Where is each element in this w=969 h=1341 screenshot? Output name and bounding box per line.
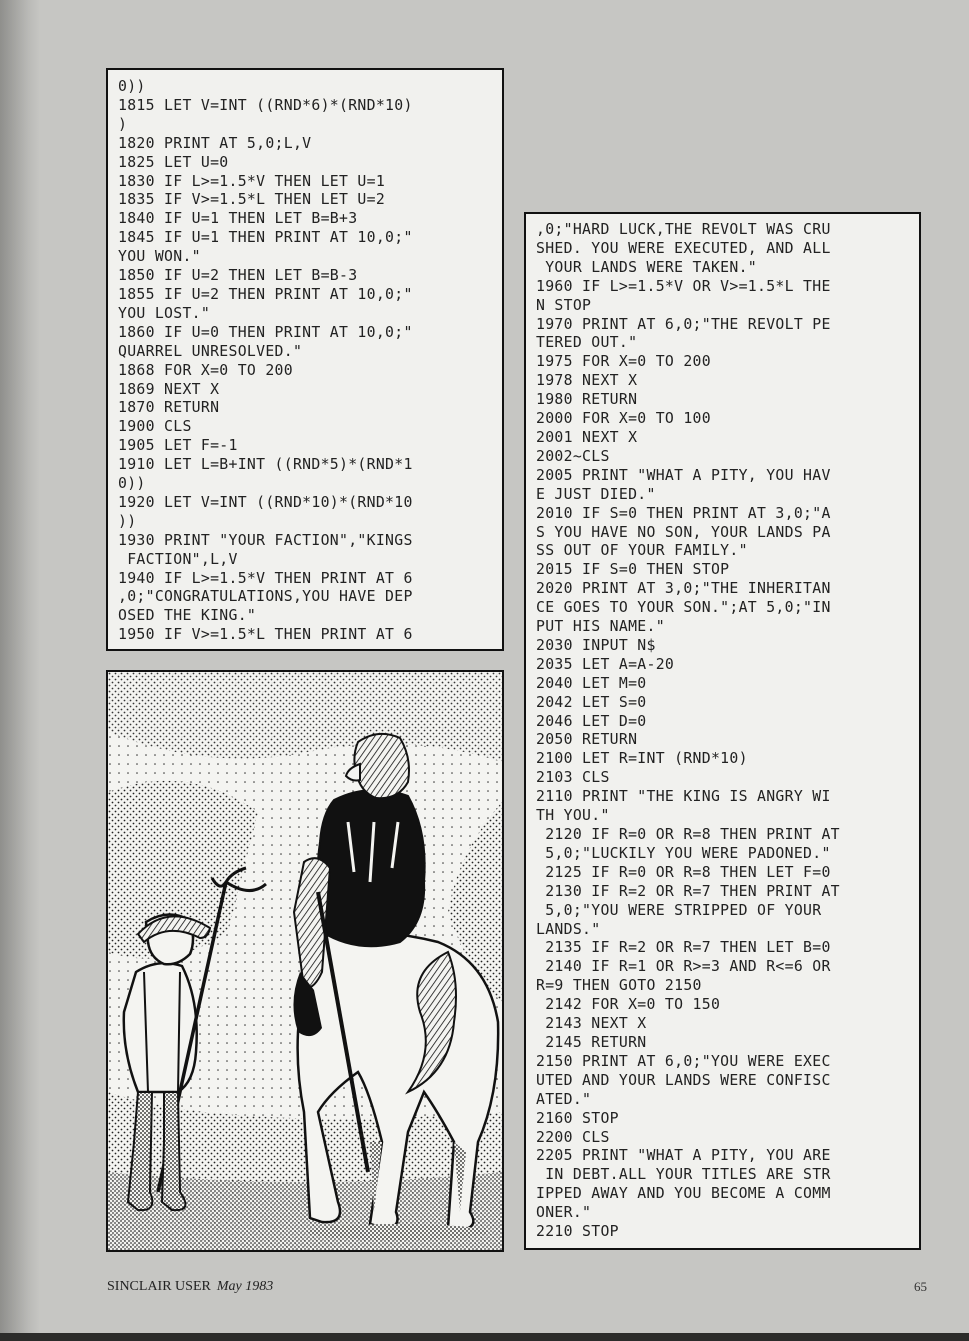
code-block-left <box>108 70 502 645</box>
code-line: 1840 IF U=1 THEN LET B=B+3 <box>118 210 358 228</box>
issue-date: May 1983 <box>216 1279 274 1294</box>
code-line: CE GOES TO YOUR SON.";AT 5,0;"IN <box>536 599 831 617</box>
code-line: 2050 RETURN <box>536 731 638 749</box>
code-line: 1930 PRINT "YOUR FACTION","KINGS <box>118 531 413 549</box>
code-line: YOU WON." <box>118 248 201 266</box>
code-line: 2035 LET A=A-20 <box>536 655 675 673</box>
code-line: 2030 INPUT N$ <box>536 636 656 654</box>
code-line: 1910 LET L=B+INT ((RND*5)*(RND*1 <box>118 456 413 474</box>
code-line: 2205 PRINT "WHAT A PITY, YOU ARE <box>536 1147 831 1165</box>
code-line: 2135 IF R=2 OR R=7 THEN LET B=0 <box>536 939 831 957</box>
code-line: 2002~CLS <box>536 447 610 465</box>
code-line: 1940 IF L>=1.5*V THEN PRINT AT 6 <box>118 569 413 587</box>
code-line: 1825 LET U=0 <box>118 153 229 171</box>
code-line: YOU LOST." <box>118 304 211 322</box>
code-line: 5,0;"LUCKILY YOU WERE PADONED." <box>536 844 831 862</box>
code-block-right <box>526 214 919 1242</box>
code-line: 2042 LET S=0 <box>536 693 647 711</box>
code-line: TERED OUT." <box>536 334 638 352</box>
knight-on-horse-illustration <box>106 670 504 1252</box>
code-line: 2140 IF R=1 OR R>=3 AND R<=6 OR <box>536 958 831 976</box>
code-line: 2200 CLS <box>536 1128 610 1146</box>
code-line: S YOU HAVE NO SON, YOUR LANDS PA <box>536 523 831 541</box>
code-line: ONER." <box>536 1204 592 1222</box>
code-line: 2130 IF R=2 OR R=7 THEN PRINT AT <box>536 882 840 900</box>
code-line: 2142 FOR X=0 TO 150 <box>536 996 721 1014</box>
code-line: IPPED AWAY AND YOU BECOME A COMM <box>536 1185 831 1203</box>
code-line: ATED." <box>536 1090 592 1108</box>
code-line: 2010 IF S=0 THEN PRINT AT 3,0;"A <box>536 504 831 522</box>
code-line: 2125 IF R=0 OR R=8 THEN LET F=0 <box>536 863 831 881</box>
code-line: 1978 NEXT X <box>536 372 638 390</box>
code-line: ) <box>118 115 128 133</box>
code-line: 2020 PRINT AT 3,0;"THE INHERITAN <box>536 580 831 598</box>
code-line: 2143 NEXT X <box>536 1015 647 1033</box>
code-line: 1830 IF L>=1.5*V THEN LET U=1 <box>118 172 386 190</box>
code-line: 1815 LET V=INT ((RND*6)*(RND*10) <box>118 96 413 114</box>
code-line: 1905 LET F=-1 <box>118 437 238 455</box>
code-line: SHED. YOU WERE EXECUTED, AND ALL <box>536 239 831 257</box>
code-line: 2001 NEXT X <box>536 428 638 446</box>
code-line: 2120 IF R=0 OR R=8 THEN PRINT AT <box>536 826 840 843</box>
code-line: ,0;"HARD LUCK,THE REVOLT WAS CRU <box>536 221 831 238</box>
code-line: 2040 LET M=0 <box>536 674 647 692</box>
basic-listing-left <box>106 68 504 651</box>
scan-bottom-edge <box>0 1333 969 1341</box>
basic-listing-right <box>524 212 921 1250</box>
page-number: 65 <box>914 1279 927 1294</box>
code-line: 2110 PRINT "THE KING IS ANGRY WI <box>536 788 831 806</box>
code-line: 0)) <box>118 78 146 95</box>
code-line: 1845 IF U=1 THEN PRINT AT 10,0;" <box>118 229 413 247</box>
code-line: 2210 STOP <box>536 1223 619 1241</box>
code-line: 2046 LET D=0 <box>536 712 647 730</box>
code-line: 2100 LET R=INT (RND*10) <box>536 750 748 768</box>
code-line: N STOP <box>536 296 592 314</box>
code-line: 1869 NEXT X <box>118 380 220 398</box>
code-line: )) <box>118 512 137 530</box>
code-line: OSED THE KING." <box>118 607 257 625</box>
illustration-drawing <box>108 672 502 1250</box>
code-line: 1855 IF U=2 THEN PRINT AT 10,0;" <box>118 285 413 303</box>
code-line: PUT HIS NAME." <box>536 618 665 636</box>
code-line: 2015 IF S=0 THEN STOP <box>536 561 730 579</box>
code-line: 1860 IF U=0 THEN PRINT AT 10,0;" <box>118 323 413 341</box>
code-line: 2160 STOP <box>536 1109 619 1127</box>
code-line: E JUST DIED." <box>536 485 656 503</box>
code-line: 2005 PRINT "WHAT A PITY, YOU HAV <box>536 466 831 484</box>
code-line: 1820 PRINT AT 5,0;L,V <box>118 134 312 152</box>
code-line: 2150 PRINT AT 6,0;"YOU WERE EXEC <box>536 1052 831 1070</box>
code-line: 1870 RETURN <box>118 399 220 417</box>
code-line: 1850 IF U=2 THEN LET B=B-3 <box>118 267 358 285</box>
magazine-name: SINCLAIR USER <box>107 1279 211 1294</box>
code-line: 1835 IF V>=1.5*L THEN LET U=2 <box>118 191 386 209</box>
code-line: YOUR LANDS WERE TAKEN." <box>536 258 758 276</box>
code-line: ,0;"CONGRATULATIONS,YOU HAVE DEP <box>118 588 413 606</box>
code-line: TH YOU." <box>536 807 610 825</box>
code-line: QUARREL UNRESOLVED." <box>118 342 303 360</box>
code-line: 1975 FOR X=0 TO 200 <box>536 353 711 371</box>
code-line: 1868 FOR X=0 TO 200 <box>118 361 293 379</box>
magazine-footer <box>107 1279 273 1295</box>
code-line: 1900 CLS <box>118 418 192 436</box>
code-line: 2103 CLS <box>536 769 610 787</box>
code-line: 1950 IF V>=1.5*L THEN PRINT AT 6 <box>118 626 413 644</box>
code-line: 1980 RETURN <box>536 391 638 409</box>
page-gutter-shadow <box>0 0 40 1341</box>
code-line: 2145 RETURN <box>536 1033 647 1051</box>
code-line: 5,0;"YOU WERE STRIPPED OF YOUR <box>536 901 822 919</box>
code-line: IN DEBT.ALL YOUR TITLES ARE STR <box>536 1166 831 1184</box>
code-line: 0)) <box>118 475 146 493</box>
code-line: FACTION",L,V <box>118 550 238 568</box>
code-line: 2000 FOR X=0 TO 100 <box>536 410 711 428</box>
code-line: LANDS." <box>536 920 601 938</box>
code-line: 1970 PRINT AT 6,0;"THE REVOLT PE <box>536 315 831 333</box>
code-line: R=9 THEN GOTO 2150 <box>536 977 702 995</box>
code-line: 1960 IF L>=1.5*V OR V>=1.5*L THE <box>536 277 831 295</box>
code-line: SS OUT OF YOUR FAMILY." <box>536 542 748 560</box>
code-line: 1920 LET V=INT ((RND*10)*(RND*10 <box>118 493 413 511</box>
code-line: UTED AND YOUR LANDS WERE CONFISC <box>536 1071 831 1089</box>
